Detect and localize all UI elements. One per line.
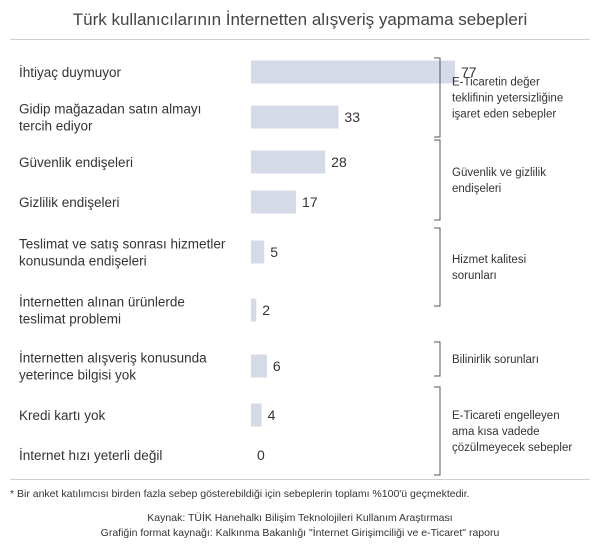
category-label-2-line-1: Gidip mağazadan satın almayı [19, 101, 202, 117]
category-label-7-line-2: yeterince bilgisi yok [19, 367, 137, 383]
value-label-8: 4 [267, 407, 276, 423]
bottom-divider [10, 479, 590, 480]
source-note: Kaynak: TÜİK Hanehalkı Bilişim Teknolojileri Kullanım Araştırması [147, 512, 453, 524]
value-label-2: 33 [344, 109, 361, 125]
group-label-1-line-1: E-Ticaretin değer [452, 76, 540, 89]
group-label-5-line-3: çözülmeyecek sebepler [452, 442, 573, 454]
value-label-5: 5 [270, 244, 279, 260]
value-label-7: 6 [272, 358, 281, 374]
group-label-3-line-1: Hizmet kalitesi [452, 254, 527, 266]
value-label-4: 17 [302, 194, 318, 210]
group-label-3-line-2: sorunları [452, 270, 497, 282]
value-label-6: 2 [262, 302, 271, 318]
category-label-5-line-2: konusunda endişeleri [19, 253, 147, 269]
category-label-3: Güvenlik endişeleri [19, 155, 134, 170]
group-label-2-line-2: endişeleri [452, 183, 502, 195]
group-label-1-line-2: teklifinin yetersizliğine [452, 92, 564, 105]
category-label-8: Kredi kartı yok [19, 408, 106, 423]
value-label-9: 0 [257, 447, 265, 463]
group-bracket-5 [434, 387, 440, 475]
category-label-4: Gizlilik endişeleri [19, 195, 120, 210]
value-label-3: 28 [331, 154, 347, 170]
value-label-1: 77 [461, 64, 477, 80]
bar-2 [251, 106, 338, 129]
format-source-note: Grafiğin format kaynağı: Kalkınma Bakanlığı "İnternet Girişimciliği ve e-Ticaret" raporu [100, 527, 500, 539]
category-label-1: İhtiyaç duymuyor [19, 65, 122, 80]
group-bracket-3 [434, 228, 440, 306]
footnote: * Bir anket katılımcısı birden fazla sebep gösterebildiği için sebeplerin toplamı %100'ü geçmektedir. [10, 488, 470, 500]
group-label-4-line-1: Bilinirlik sorunları [452, 354, 539, 366]
chart-title: Türk kullanıcılarının İnternetten alışveriş yapmama sebepleri [72, 10, 528, 29]
category-label-2-line-2: tercih ediyor [19, 118, 93, 134]
bar-1 [251, 61, 455, 84]
group-bracket-2 [434, 140, 440, 220]
category-label-9: İnternet hızı yeterli değil [19, 448, 163, 463]
group-label-2-line-1: Güvenlik ve gizlilik [452, 167, 546, 179]
category-label-5-line-1: Teslimat ve satış sonrası hizmetler [19, 236, 226, 252]
category-label-6-line-1: İnternetten alınan ürünlerde [19, 294, 185, 310]
bar-3 [251, 151, 325, 174]
bar-8 [251, 404, 262, 427]
bar-6 [251, 299, 256, 322]
bar-4 [251, 191, 296, 214]
group-label-5-line-2: ama kısa vadede [452, 426, 540, 438]
group-bracket-4 [434, 342, 440, 376]
group-label-1-line-3: işaret eden sebepler [452, 108, 557, 121]
category-label-6-line-2: teslimat problemi [19, 311, 122, 327]
bar-7 [251, 355, 267, 378]
bar-5 [251, 241, 264, 264]
group-label-5-line-1: E-Ticareti engelleyen [452, 410, 560, 422]
category-label-7-line-1: İnternetten alışveriş konusunda [19, 350, 207, 366]
